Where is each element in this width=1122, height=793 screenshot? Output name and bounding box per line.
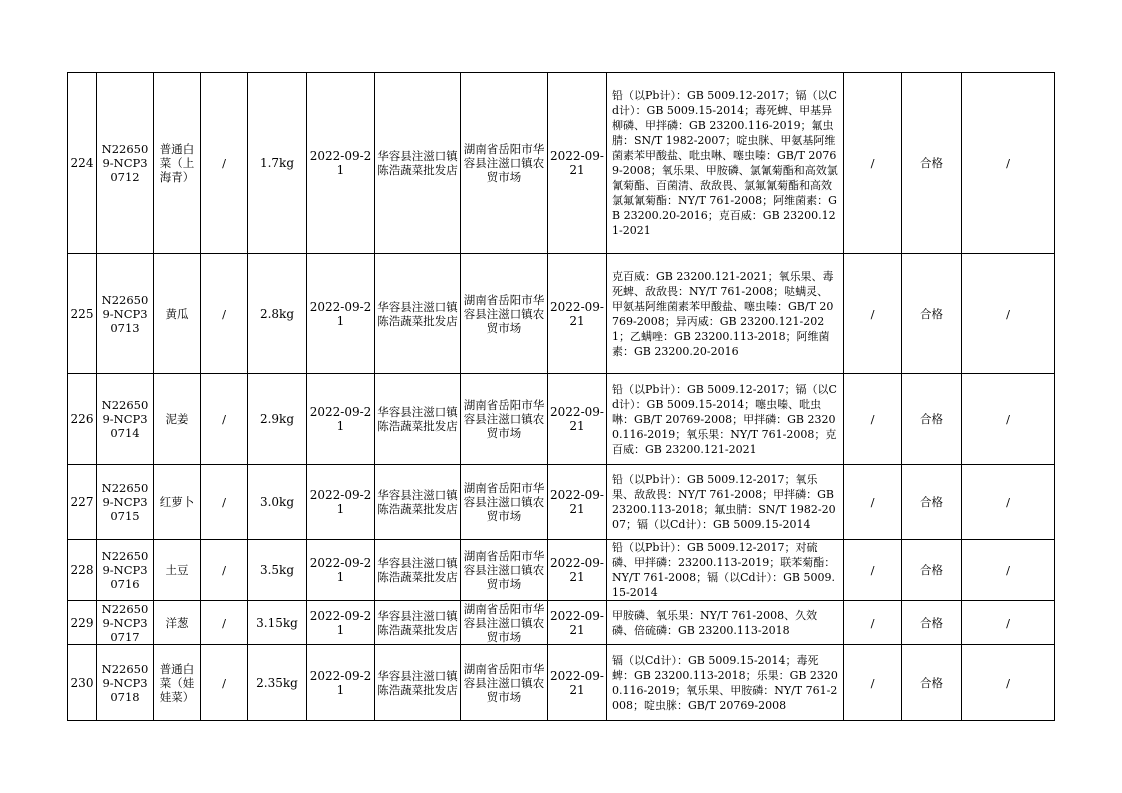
production-date: 2022-09-21 [548, 374, 607, 465]
seller-name: 华容县注滋口镇陈浩蔬菜批发店 [375, 73, 461, 254]
sampling-date: 2022-09-21 [307, 254, 375, 374]
spec-cell: / [201, 601, 248, 645]
result-cell: 合格 [902, 540, 962, 601]
row-number: 228 [68, 540, 97, 601]
table-row [68, 465, 1055, 540]
product-name: 普通白菜（娃娃菜） [154, 645, 201, 721]
test-standards: 甲胺磷、氧乐果：NY/T 761-2008、久效磷、倍硫磷：GB 23200.113-2018 [607, 601, 844, 645]
sampling-date: 2022-09-21 [307, 601, 375, 645]
result-cell: 合格 [902, 601, 962, 645]
product-name: 泥姜 [154, 374, 201, 465]
table-row [68, 645, 1055, 721]
unqualified-items: / [844, 465, 902, 540]
quantity-cell: 1.7kg [248, 73, 307, 254]
remark-cell: / [962, 645, 1055, 721]
sampling-date: 2022-09-21 [307, 374, 375, 465]
spec-cell: / [201, 465, 248, 540]
sampling-location: 湖南省岳阳市华容县注滋口镇农贸市场 [461, 254, 548, 374]
unqualified-items: / [844, 540, 902, 601]
seller-name: 华容县注滋口镇陈浩蔬菜批发店 [375, 540, 461, 601]
sample-code: N226509-NCP30713 [97, 254, 154, 374]
table-row [68, 601, 1055, 645]
spec-cell: / [201, 374, 248, 465]
unqualified-items: / [844, 254, 902, 374]
row-number: 225 [68, 254, 97, 374]
seller-name: 华容县注滋口镇陈浩蔬菜批发店 [375, 601, 461, 645]
result-cell: 合格 [902, 645, 962, 721]
sample-code: N226509-NCP30714 [97, 374, 154, 465]
table-row [68, 540, 1055, 601]
production-date: 2022-09-21 [548, 465, 607, 540]
test-standards: 镉（以Cd计）：GB 5009.15-2014；毒死蜱：GB 23200.113-2018；乐果：GB 23200.116-2019；氧乐果、甲胺磷：NY/T 761-2008；啶虫脒：GB/T 20769-2008 [607, 645, 844, 721]
unqualified-items: / [844, 73, 902, 254]
quantity-cell: 2.35kg [248, 645, 307, 721]
spec-cell: / [201, 645, 248, 721]
result-cell: 合格 [902, 374, 962, 465]
row-number: 229 [68, 601, 97, 645]
row-number: 230 [68, 645, 97, 721]
spec-cell: / [201, 254, 248, 374]
sampling-location: 湖南省岳阳市华容县注滋口镇农贸市场 [461, 645, 548, 721]
production-date: 2022-09-21 [548, 73, 607, 254]
sampling-date: 2022-09-21 [307, 645, 375, 721]
sample-code: N226509-NCP30716 [97, 540, 154, 601]
test-standards: 铅（以Pb计）：GB 5009.12-2017；对硫磷、甲拌磷：23200.113-2019；联苯菊酯：NY/T 761-2008；镉（以Cd计）：GB 5009.15-2014 [607, 540, 844, 601]
quantity-cell: 2.8kg [248, 254, 307, 374]
product-name: 普通白菜（上海青） [154, 73, 201, 254]
result-cell: 合格 [902, 73, 962, 254]
table-row [68, 374, 1055, 465]
row-number: 227 [68, 465, 97, 540]
production-date: 2022-09-21 [548, 254, 607, 374]
remark-cell: / [962, 374, 1055, 465]
quantity-cell: 3.5kg [248, 540, 307, 601]
sampling-location: 湖南省岳阳市华容县注滋口镇农贸市场 [461, 73, 548, 254]
sampling-location: 湖南省岳阳市华容县注滋口镇农贸市场 [461, 465, 548, 540]
quantity-cell: 3.0kg [248, 465, 307, 540]
unqualified-items: / [844, 601, 902, 645]
remark-cell: / [962, 73, 1055, 254]
production-date: 2022-09-21 [548, 540, 607, 601]
row-number: 224 [68, 73, 97, 254]
production-date: 2022-09-21 [548, 601, 607, 645]
unqualified-items: / [844, 645, 902, 721]
unqualified-items: / [844, 374, 902, 465]
sampling-location: 湖南省岳阳市华容县注滋口镇农贸市场 [461, 374, 548, 465]
product-name: 土豆 [154, 540, 201, 601]
quantity-cell: 2.9kg [248, 374, 307, 465]
seller-name: 华容县注滋口镇陈浩蔬菜批发店 [375, 465, 461, 540]
test-standards: 克百威：GB 23200.121-2021；氧乐果、毒死蜱、敌敌畏：NY/T 761-2008；哒螨灵、甲氨基阿维菌素苯甲酸盐、噻虫嗪：GB/T 20769-2008；异丙威：GB 23200.121-2021；乙螨唑：GB 23200.113-2018；阿维菌素：GB 23200.20-2016 [607, 254, 844, 374]
test-standards: 铅（以Pb计）：GB 5009.12-2017；镉（以Cd计）：GB 5009.15-2014；毒死蜱、甲基异柳磷、甲拌磷：GB 23200.116-2019；氟虫腈：SN/T 1982-2007；啶虫脒、甲氨基阿维菌素苯甲酸盐、吡虫啉、噻虫嗪：GB/T 20769-2008；氧乐果、甲胺磷、氯氰菊酯和高效氯氰菊酯、百菌清、敌敌畏、氯氟氰菊酯和高效氯氟氰菊酯：NY/T 761-2008；阿维菌素：GB 23200.20-2016；克百威：GB 23200.121-2021 [607, 73, 844, 254]
seller-name: 华容县注滋口镇陈浩蔬菜批发店 [375, 374, 461, 465]
remark-cell: / [962, 540, 1055, 601]
product-name: 黄瓜 [154, 254, 201, 374]
test-standards: 铅（以Pb计）：GB 5009.12-2017；镉（以Cd计）：GB 5009.15-2014；噻虫嗪、吡虫啉：GB/T 20769-2008；甲拌磷：GB 23200.116-2019；氧乐果：NY/T 761-2008；克百威：GB 23200.121-2021 [607, 374, 844, 465]
sample-code: N226509-NCP30712 [97, 73, 154, 254]
result-cell: 合格 [902, 465, 962, 540]
spec-cell: / [201, 73, 248, 254]
table-row [68, 254, 1055, 374]
sample-code: N226509-NCP30715 [97, 465, 154, 540]
sample-code: N226509-NCP30718 [97, 645, 154, 721]
remark-cell: / [962, 254, 1055, 374]
sampling-location: 湖南省岳阳市华容县注滋口镇农贸市场 [461, 540, 548, 601]
sampling-date: 2022-09-21 [307, 540, 375, 601]
table-row [68, 73, 1055, 254]
product-name: 红萝卜 [154, 465, 201, 540]
test-standards: 铅（以Pb计）：GB 5009.12-2017；氧乐果、敌敌畏：NY/T 761-2008；甲拌磷：GB 23200.113-2018；氟虫腈：SN/T 1982-2007；镉（以Cd计）：GB 5009.15-2014 [607, 465, 844, 540]
row-number: 226 [68, 374, 97, 465]
seller-name: 华容县注滋口镇陈浩蔬菜批发店 [375, 645, 461, 721]
result-cell: 合格 [902, 254, 962, 374]
spec-cell: / [201, 540, 248, 601]
sampling-date: 2022-09-21 [307, 73, 375, 254]
sample-code: N226509-NCP30717 [97, 601, 154, 645]
product-name: 洋葱 [154, 601, 201, 645]
sampling-location: 湖南省岳阳市华容县注滋口镇农贸市场 [461, 601, 548, 645]
inspection-table [67, 72, 1055, 721]
remark-cell: / [962, 601, 1055, 645]
seller-name: 华容县注滋口镇陈浩蔬菜批发店 [375, 254, 461, 374]
quantity-cell: 3.15kg [248, 601, 307, 645]
production-date: 2022-09-21 [548, 645, 607, 721]
remark-cell: / [962, 465, 1055, 540]
sampling-date: 2022-09-21 [307, 465, 375, 540]
